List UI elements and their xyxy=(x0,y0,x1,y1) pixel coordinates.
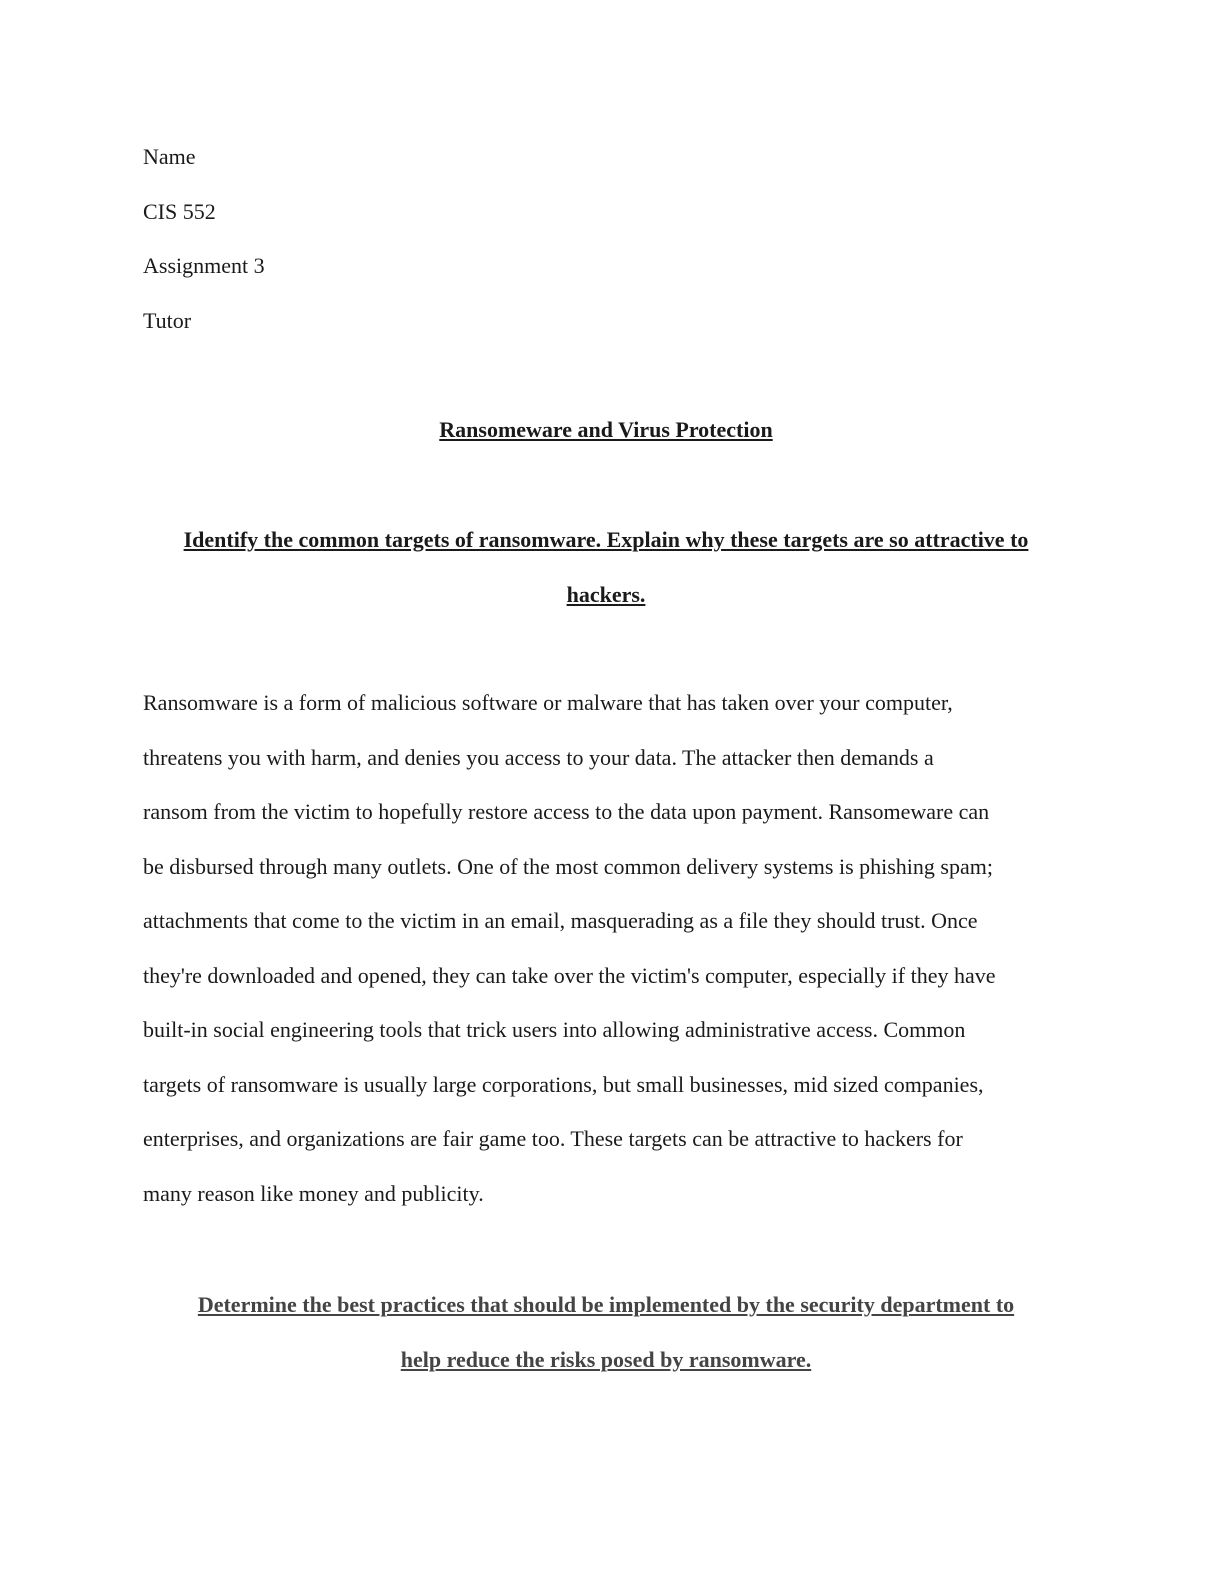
section1-heading-line: Identify the common targets of ransomware. Explain why these targets are so attractive to xyxy=(183,527,1029,552)
body-line: attachments that come to the victim in an email, masquerading as a file they should trust. Once xyxy=(143,908,978,933)
body-line: be disbursed through many outlets. One of the most common delivery systems is phishing spam; xyxy=(143,853,993,879)
course-code: CIS 552 xyxy=(143,199,216,224)
section2-heading-line: help reduce the risks posed by ransomware. xyxy=(400,1346,812,1372)
tutor-label: Tutor xyxy=(143,308,192,333)
section1-heading xyxy=(143,513,1069,622)
student-name: Name xyxy=(143,144,196,169)
body-line: threatens you with harm, and denies you access to your data. The attacker then demands a xyxy=(143,744,934,770)
body-line: they're downloaded and opened, they can take over the victim's computer, especially if they have xyxy=(143,962,996,988)
section1-heading-line: hackers. xyxy=(566,581,646,607)
body-line: targets of ransomware is usually large corporations, but small businesses, mid sized companies, xyxy=(143,1071,984,1097)
body-line: built-in social engineering tools that trick users into allowing administrative access. Common xyxy=(143,1017,966,1042)
body-line: many reason like money and publicity. xyxy=(143,1180,484,1206)
section2-heading-line: Determine the best practices that should be implemented by the security department to xyxy=(197,1292,1015,1317)
section2-heading xyxy=(143,1278,1069,1387)
body-line: ransom from the victim to hopefully restore access to the data upon payment. Ransomeware can xyxy=(143,799,990,824)
document-title: Ransomeware and Virus Protection xyxy=(439,417,773,442)
assignment-label: Assignment 3 xyxy=(143,253,265,278)
body-line: Ransomware is a form of malicious software or malware that has taken over your computer, xyxy=(143,690,953,715)
section1-body xyxy=(143,676,1083,1221)
body-line: enterprises, and organizations are fair game too. These targets can be attractive to hackers for xyxy=(143,1126,963,1151)
